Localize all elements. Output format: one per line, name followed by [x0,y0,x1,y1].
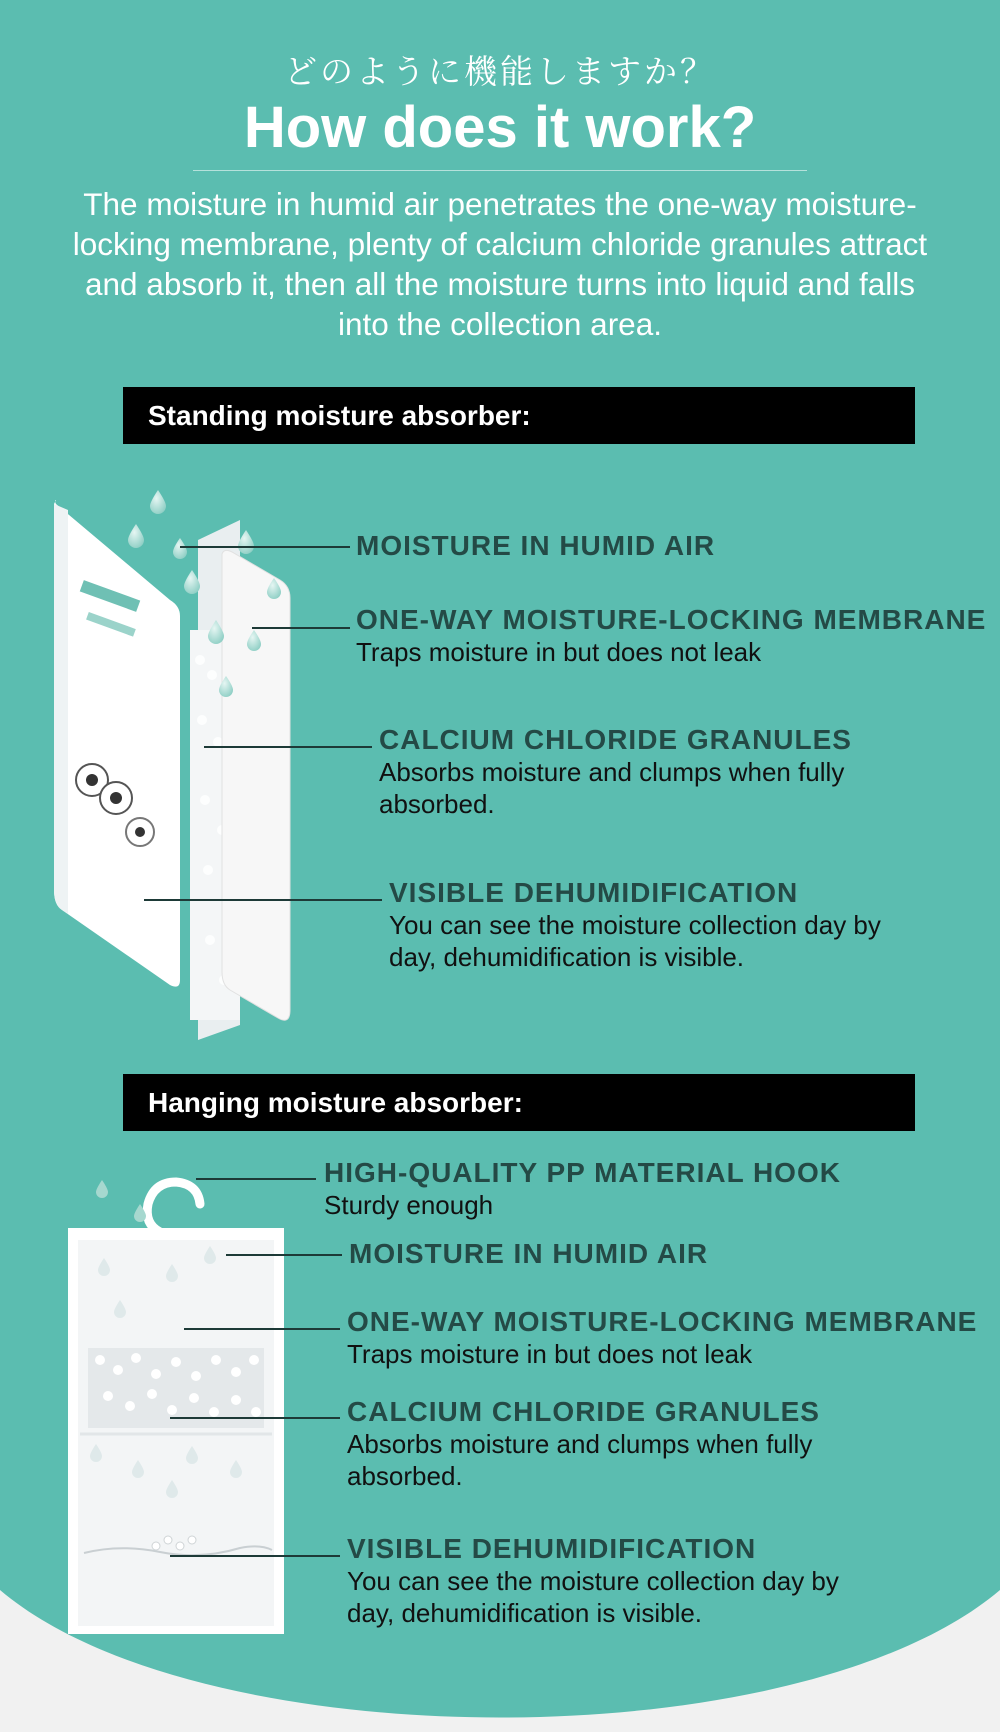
hanging-section-heading [123,1074,915,1131]
leader-line [144,899,382,901]
title-divider [193,170,807,171]
standing-callout-granules [379,724,879,820]
callout-title: ONE-WAY MOISTURE-LOCKING MEMBRANE [356,604,987,635]
leader-line [204,746,372,748]
standing-callout-visible [389,877,909,973]
hanging-callout-membrane [347,1306,977,1370]
standing-absorber-illustration [40,480,330,1040]
callout-title: CALCIUM CHLORIDE GRANULES [347,1396,820,1427]
callout-title: VISIBLE DEHUMIDIFICATION [347,1533,757,1564]
callout-title: HIGH-QUALITY PP MATERIAL HOOK [324,1157,841,1188]
hanging-callout-hook [324,1157,841,1221]
callout-description: Traps moisture in but does not leak [347,1339,753,1369]
standing-section-heading [123,387,915,444]
leader-line [252,627,350,629]
hanging-callout-moisture [349,1238,708,1270]
callout-title: MOISTURE IN HUMID AIR [349,1238,709,1269]
japanese-title: どのように機能しますか？ [284,52,716,91]
standing-callout-moisture [356,530,715,562]
callout-title: CALCIUM CHLORIDE GRANULES [379,724,852,755]
leader-line [170,1417,340,1419]
page-title: How does it work? [243,95,757,160]
callout-description: Sturdy enough [324,1190,494,1220]
leader-line [226,1254,342,1256]
callout-title: VISIBLE DEHUMIDIFICATION [389,877,799,908]
hanging-callout-visible [347,1533,867,1629]
leader-line [184,1328,340,1330]
hanging-callout-granules [347,1396,867,1492]
callout-description: You can see the moisture collection day by day, dehumidification is visible. [389,910,881,972]
intro-paragraph: The moisture in humid air penetrates the one-way moisture-locking membrane, plenty of calcium chloride granules attract and absorb it, then all the moisture turns into liquid and falls into the collection area. [72,186,928,342]
hanging-absorber-illustration [60,1160,300,1640]
leader-line [196,1178,316,1180]
standing-heading-label: Standing moisture absorber: [148,400,531,431]
callout-title: ONE-WAY MOISTURE-LOCKING MEMBRANE [347,1306,978,1337]
callout-description: Absorbs moisture and clumps when fully absorbed. [347,1429,813,1491]
standing-callout-membrane [356,604,986,668]
callout-description: Traps moisture in but does not leak [356,637,762,667]
leader-line [170,1555,340,1557]
leader-line [180,546,350,548]
hanging-heading-label: Hanging moisture absorber: [148,1087,523,1118]
callout-title: MOISTURE IN HUMID AIR [356,530,716,561]
callout-description: You can see the moisture collection day by day, dehumidification is visible. [347,1566,839,1628]
callout-description: Absorbs moisture and clumps when fully absorbed. [379,757,845,819]
